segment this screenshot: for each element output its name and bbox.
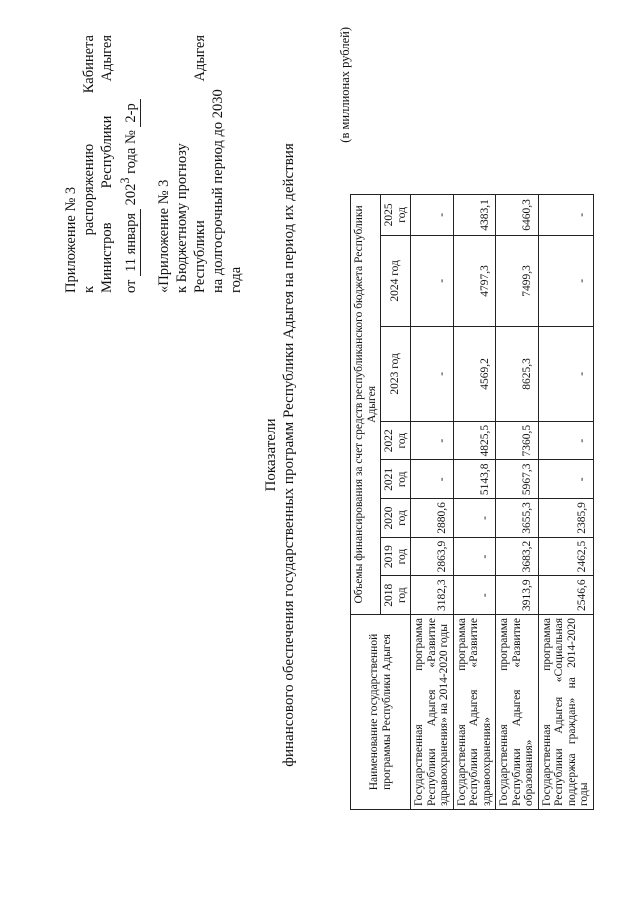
value-cell: 3655,3 <box>496 499 539 538</box>
value-cell: - <box>538 235 593 326</box>
value-cell: - <box>411 421 454 460</box>
value-cell: 5967,3 <box>496 460 539 499</box>
value-cell: 5143,8 <box>453 460 496 499</box>
value-cell: - <box>411 235 454 326</box>
program-name-cell: Государственная программа Республики Адыгея «Развитие образования» <box>496 615 539 810</box>
program-name-cell: Государственная программа Республики Адыгея «Развитие здравоохранения» <box>453 615 496 810</box>
program-name-cell: Государственная программа Республики Адыгея «Социальная поддержка граждан» на 2014-2020 годы <box>538 615 593 810</box>
document-title <box>262 45 298 865</box>
year-header: 2019 год <box>381 537 411 576</box>
date-year-suffix: года № <box>122 130 139 174</box>
table-row <box>496 194 539 809</box>
table-header-row <box>351 194 381 809</box>
value-cell: - <box>453 576 496 615</box>
appendix-label: Приложение № 3 <box>63 186 79 293</box>
value-cell: 4797,3 <box>453 235 496 326</box>
value-cell: 2462,5 <box>538 537 593 576</box>
table-row <box>411 194 454 809</box>
order-number: 2-р <box>122 99 141 127</box>
program-name-header: Наименование государственной программы Республики Адыгея <box>351 615 411 810</box>
ministers-word: Министров <box>99 222 115 293</box>
republic-word: Республики <box>99 115 115 189</box>
value-cell: 2385,9 <box>538 499 593 538</box>
value-cell: 7360,5 <box>496 421 539 460</box>
order-line <box>80 35 98 293</box>
funding-header: Объемы финансирования за счет средств республиканского бюджета Республики Адыгея <box>351 194 381 614</box>
adygea-label: Адыгея <box>191 35 208 82</box>
adygea-word: Адыгея <box>99 35 115 82</box>
value-cell: 7499,3 <box>496 235 539 326</box>
budget-forecast: к Бюджетному прогнозу <box>173 143 190 293</box>
title-line-1: Показатели <box>263 418 279 492</box>
year-header: 2018 год <box>381 576 411 615</box>
value-cell: - <box>538 421 593 460</box>
period-line: на долгосрочный период до 2030 <box>209 89 226 293</box>
title-line-2: финансового обеспечения государственных программ Республики Адыгея на период их действия <box>281 143 297 767</box>
date-from: от <box>122 279 139 293</box>
unit-note: (в миллионах рублей) <box>338 27 352 143</box>
value-cell: - <box>411 460 454 499</box>
date-day-month: 11 января <box>122 209 141 276</box>
year-header: 2025 год <box>381 194 411 235</box>
republic-label: Республики <box>191 220 208 293</box>
value-cell: - <box>411 194 454 235</box>
value-cell: - <box>453 537 496 576</box>
value-cell: 3913,9 <box>496 576 539 615</box>
value-cell: 6460,3 <box>496 194 539 235</box>
year-word: года <box>227 266 244 293</box>
year-header: 2021 год <box>381 460 411 499</box>
value-cell: 8625,3 <box>496 326 539 421</box>
table-row <box>453 194 496 809</box>
ministers-line <box>98 35 116 293</box>
order-k: к <box>81 285 97 293</box>
value-cell: - <box>538 460 593 499</box>
date-line <box>116 35 141 293</box>
value-cell: 2863,9 <box>411 537 454 576</box>
value-cell: 2880,6 <box>411 499 454 538</box>
year-header: 2023 год <box>381 326 411 421</box>
value-cell: - <box>411 326 454 421</box>
quote-appendix: «Приложение № 3 <box>155 179 172 293</box>
cabinet-word: Кабинета <box>81 35 97 94</box>
financing-table <box>350 194 594 810</box>
value-cell: - <box>453 499 496 538</box>
republic-line <box>191 35 209 293</box>
value-cell: 4825,5 <box>453 421 496 460</box>
date-year-sup: 3 <box>118 177 132 184</box>
value-cell: - <box>538 326 593 421</box>
date-year: 202 <box>122 183 139 206</box>
table-row <box>538 194 593 809</box>
value-cell: 4569,2 <box>453 326 496 421</box>
year-header: 2022 год <box>381 421 411 460</box>
year-header: 2020 год <box>381 499 411 538</box>
approval-header <box>62 35 245 293</box>
value-cell: 4383,1 <box>453 194 496 235</box>
program-name-cell: Государственная программа Республики Адыгея «Развитие здравоохранения» на 2014-2020 годы <box>411 615 454 810</box>
year-header: 2024 год <box>381 235 411 326</box>
value-cell: 2546,6 <box>538 576 593 615</box>
value-cell: - <box>538 194 593 235</box>
order-word: распоряжению <box>81 143 97 236</box>
value-cell: 3182,3 <box>411 576 454 615</box>
value-cell: 3683,2 <box>496 537 539 576</box>
